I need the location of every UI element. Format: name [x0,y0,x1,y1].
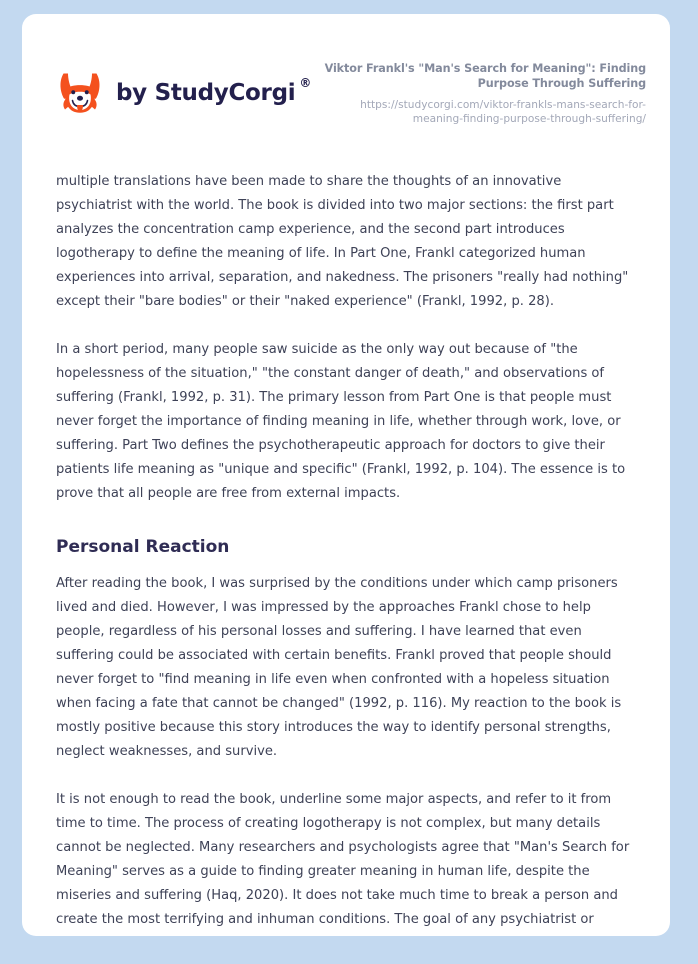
document-body [22,170,670,932]
corgi-logo-icon [56,69,104,117]
registered-trademark-icon: ® [299,76,312,91]
brand-name [116,76,312,107]
paragraph-1: multiple translations have been made to share the thoughts of an innovative psychiatrist with the world. The book is divided into two major sections: the first part analyzes the concentration camp experience, and the second part introduces logotherapy to define the meaning of life. In Part One, Frankl categorized human experiences into arrival, separation, and nakedness. The prisoners "really had nothing" except their "bare bodies" or their "naked experience" (Frankl, 1992, p. 28). [56,174,629,310]
paragraph-3: After reading the book, I was surprised by the conditions under which camp prisoners lived and died. However, I was impressed by the approaches Frankl chose to help people, regardless of his personal losses and suffering. I have learned that even suffering could be associated with certain benefits. Frankl proved that people should never forget to "find meaning in life even when confronted with a hopeless situation when facing a fate that cannot be changed" (1992, p. 116). My reaction to the book is mostly positive because this story introduces the way to identify personal strengths, neglect weaknesses, and survive. [56,576,622,760]
header-document-meta [316,60,646,126]
brand-name-label: by StudyCorgi [116,80,296,107]
brand-logo[interactable] [56,69,311,117]
document-source-url[interactable]: https://studycorgi.com/viktor-frankls-mans-search-for-meaning-finding-purpose-through-suffering/ [360,98,646,126]
paragraph-2: In a short period, many people saw suicide as the only way out because of "the hopelessness of the situation," "the constant danger of death," and observations of suffering (Frankl, 1992, p. 31). The primary lesson from Part One is that people must never forget the importance of finding meaning in life, whether through work, love, or suffering. Part Two defines the psychotherapeutic approach for doctors to give their patients life meaning as "unique and specific" (Frankl, 1992, p. 104). The essence is to prove that all people are free from external impacts. [56,342,626,502]
document-title: Viktor Frankl's "Man's Search for Meaning": Finding Purpose Through Suffering [324,62,646,90]
section-heading-personal-reaction: Personal Reaction [56,537,230,558]
document-header [22,14,670,126]
document-page-card [22,14,670,936]
paragraph-4: It is not enough to read the book, underline some major aspects, and refer to it from time to time. The process of creating logotherapy is not complex, but many details cannot be neglected. Many researchers and psychologists agree that "Man's Search for Meaning" serves as a guide to finding greater meaning in human life, despite the miseries and suffering (Haq, 2020). It does not take much time to break a person and create the most terrifying and inhuman conditions. The goal of any psychiatrist or [56,792,630,928]
